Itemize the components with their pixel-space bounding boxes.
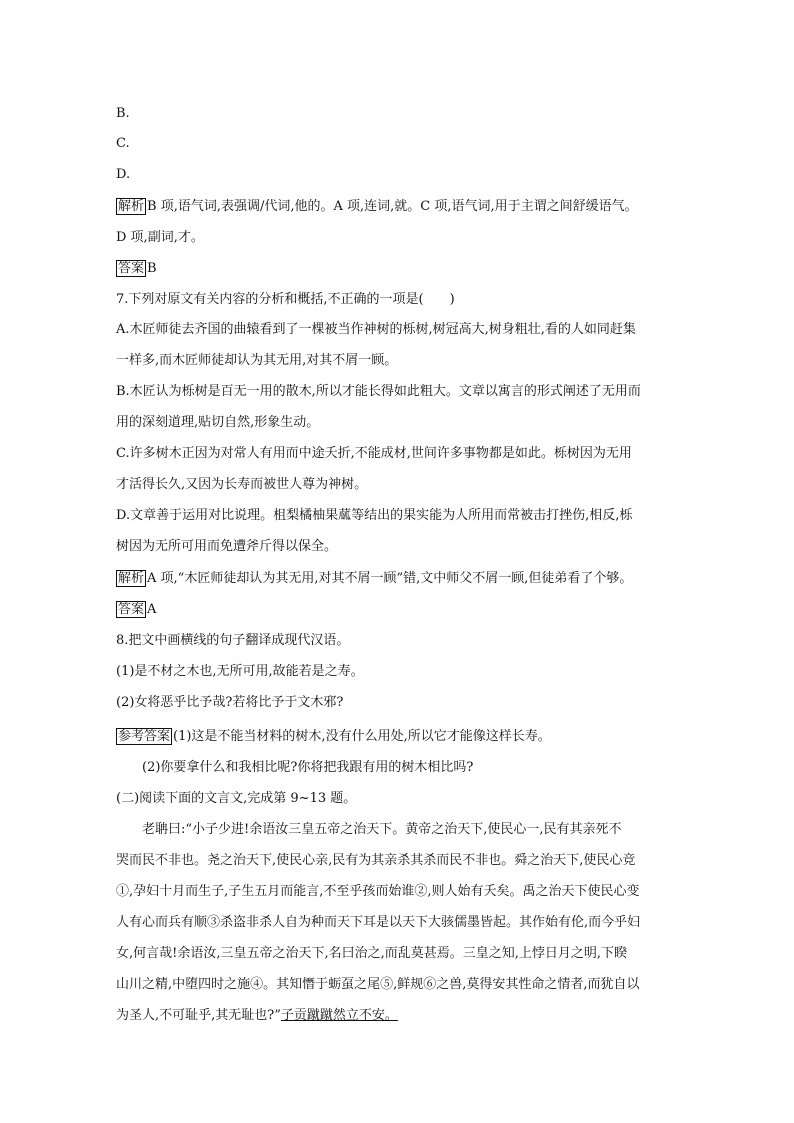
passage-line-3: ①,孕妇十月而生子,子生五月而能言,不至乎孩而始谁②,则人始有夭矣。禹之治天下使民心变 xyxy=(116,884,640,899)
q7-option-c-l2: 才活得长久,又因为长寿而被世人尊为神树。 xyxy=(116,477,368,492)
q7-option-c-l1: C.许多树木正因为对常人有用而中途夭折,不能成材,世间许多事物都是如此。栎树因为无用 xyxy=(116,446,632,461)
q7-option-a-l1: A.木匠师徒去齐国的曲辕看到了一棵被当作神树的栎树,树冠高大,树身粗壮,看的人如同赶集 xyxy=(116,322,636,337)
q8-sentence-2: (2)女将恶乎比予哉?若将比予于文木邪? xyxy=(116,695,344,710)
q7-option-d-l1: D.文章善于运用对比说理。柤梨橘柚果蓏等结出的果实能为人所用而常被击打挫伤,相反,栎 xyxy=(116,508,633,523)
q7-stem: 7.下列对原文有关内容的分析和概括,不正确的一项是( ) xyxy=(116,292,455,307)
q6-answer xyxy=(116,260,157,278)
q7-analysis xyxy=(116,570,632,588)
option-c: C. xyxy=(116,136,130,151)
q8-sentence-1: (1)是不材之木也,无所可用,故能若是之寿。 xyxy=(116,664,364,679)
q8-reference-answer xyxy=(116,728,551,746)
passage-line-6: 山川之精,中堕四时之施④。其知憯于蛎虿之尾⑤,鲜规⑥之兽,莫得安其性命之情者,而犹自以 xyxy=(116,977,640,992)
passage-line-1: 老聃曰:“小子少进!余语汝三皇五帝之治天下。黄帝之治天下,使民心一,民有其亲死不 xyxy=(142,822,622,837)
option-d: D. xyxy=(116,167,131,182)
option-b: B. xyxy=(116,106,130,121)
q7-option-b-l1: B.木匠认为栎树是百无一用的散木,所以才能长得如此粗大。文章以寓言的形式阐述了无用而 xyxy=(116,384,641,399)
q8-stem: 8.把文中画横线的句子翻译成现代汉语。 xyxy=(116,633,350,648)
q6-analysis-cont: D 项,副词,才。 xyxy=(116,230,204,245)
analysis-label: 解析 xyxy=(118,199,145,214)
section-intro: (二)阅读下面的文言文,完成第 9~13 题。 xyxy=(116,791,357,806)
analysis-label: 解析 xyxy=(118,571,145,586)
q7-answer xyxy=(116,601,156,619)
q7-option-d-l2: 树因为无所可用而免遭斧斤得以保全。 xyxy=(116,539,338,554)
q7-option-a-l2: 一样多,而木匠师徒却认为其无用,对其不屑一顾。 xyxy=(116,353,398,368)
answer-value: A xyxy=(147,602,157,617)
answer-label: 答案 xyxy=(118,602,145,617)
answer-value: B xyxy=(147,261,157,276)
passage-line-5: 女,何言哉!余语汝,三皇五帝之治天下,名曰治之,而乱莫甚焉。三皇之知,上悖日月之明,下睽 xyxy=(116,946,628,961)
reference-answer-2: (2)你要拿什么和我相比呢?你将把我跟有用的树木相比吗? xyxy=(142,760,474,775)
q6-analysis xyxy=(116,198,638,216)
analysis-text: A 项,“木匠师徒却认为其无用,对其不屑一顾”错,文中师父不屑一顾,但徒弟看了个够。 xyxy=(147,571,633,586)
underlined-sentence: 子贡蹴蹴然立不安。 xyxy=(280,1008,398,1023)
reference-answer-1: (1)这是不能当材料的树木,没有什么用处,所以它才能像这样长寿。 xyxy=(173,729,551,744)
q7-option-b-l2: 用的深刻道理,贴切自然,形象生动。 xyxy=(116,415,320,430)
analysis-text: B 项,语气词,表强调/代词,他的。A 项,连词,就。C 项,语气词,用于主谓之间舒缓语气。 xyxy=(147,199,638,214)
passage-line-4: 人有心而兵有顺③杀盗非杀人自为种而天下耳是以天下大骇儒墨皆起。其作始有伦,而今乎妇 xyxy=(116,915,641,930)
passage-line-7 xyxy=(116,1007,398,1025)
passage-line-2: 哭而民不非也。尧之治天下,使民心亲,民有为其亲杀其杀而民不非也。舜之治天下,使民心竞 xyxy=(116,853,636,868)
answer-label: 答案 xyxy=(118,261,145,276)
reference-answer-label: 参考答案 xyxy=(118,729,171,744)
passage-text: 为圣人,不可耻乎,其无耻也?” xyxy=(116,1008,281,1023)
